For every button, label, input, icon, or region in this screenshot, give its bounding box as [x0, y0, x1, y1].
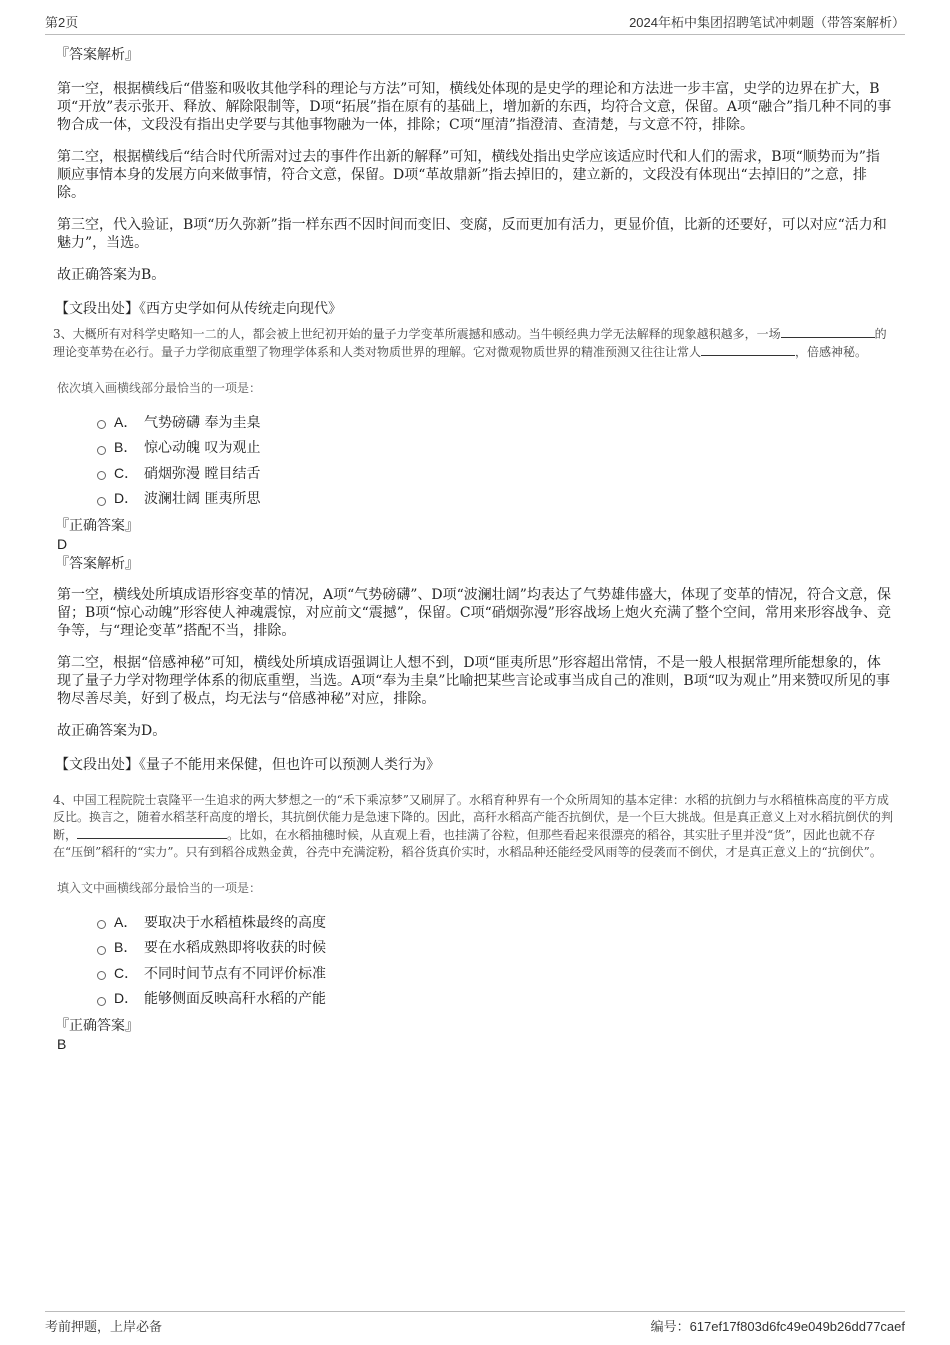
q4-stem-part1: 4、中国工程院院士袁隆平一生追求的两大梦想之一的“禾下乘凉梦”又刷屏了。水稻育种界有一个众所周知的基本定律：水稻的抗倒力与水稻植株高度的平方成反比。换言之，随着水稻茎秆高度的增长，其抗倒伏能力是急速下降的。因此，高秆水稻高产能否抗倒伏，是一个巨大挑战。但是真正意义上对水稻抗倒伏的判断，	[53, 793, 894, 842]
q4-option-c[interactable]: C． 不同时间节点有不同评价标准	[97, 960, 893, 986]
q3-stem-part3: ，倍感神秘。	[795, 345, 868, 359]
document-id: 编号：617ef17f803d6fc49e049b26dd77caef	[650, 1319, 905, 1334]
radio-icon[interactable]	[97, 971, 106, 980]
radio-icon[interactable]	[97, 446, 106, 455]
radio-icon[interactable]	[97, 946, 106, 955]
q2-analysis-para3: 第三空，代入验证，B项“历久弥新”指一样东西不因时间而变旧、变腐，反而更加有活力，更显价值，比新的还要好，可以对应“活力和魅力”，当选。	[57, 217, 887, 251]
q3-stem-part1: 3、大概所有对科学史略知一二的人，都会被上世纪初开始的量子力学变革所震撼和感动。当牛顿经典力学无法解释的现象越积越多，一场	[53, 327, 781, 341]
q2-analysis-para2: 第二空，根据横线后“结合时代所需对过去的事件作出新的解释”可知，横线处指出史学应该适应时代和人们的需求，B项“顺势而为”指顺应事情本身的发展方向来做事情，符合文意，保留。D项“革故鼎新”指去掉旧的，建立新的，文段没有体现出“去掉旧的”之意，排除。	[57, 149, 880, 201]
q4-blank	[77, 826, 227, 839]
radio-icon[interactable]	[97, 420, 106, 429]
radio-icon[interactable]	[97, 997, 106, 1006]
q4-option-a[interactable]: A． 要取决于水稻植株最终的高度	[97, 909, 893, 935]
option-text: 要在水稻成熟即将收获的时候	[144, 940, 326, 957]
q3-instruction: 依次填入画横线部分最恰当的一项是：	[57, 381, 262, 395]
page-number: 第2页	[45, 15, 79, 30]
q2-analysis-para1: 第一空，根据横线后“借鉴和吸收其他学科的理论与方法”可知，横线处体现的是史学的理论和方法进一步丰富，史学的边界在扩大，B项“开放”表示张开、释放、解除限制等，D项“拓展”指在原有的基础上，增加新的东西，均符合文意，保留。A项“融合”指几种不同的事物合成一体，文段没有指出史学要与其他事物融为一体，排除；C项“厘清”指澄清、查清楚，与文意不符，排除。	[57, 81, 892, 133]
q3-option-b[interactable]: B． 惊心动魄 叹为观止	[97, 435, 893, 461]
q3-blank-2	[701, 343, 795, 356]
q3-options	[57, 409, 893, 511]
q3-option-d[interactable]: D． 波澜壮阔 匪夷所思	[97, 486, 893, 512]
q3-stem	[53, 325, 893, 361]
q4-answer: B	[57, 1036, 67, 1052]
page-header	[45, 12, 905, 35]
option-text: 不同时间节点有不同评价标准	[144, 965, 326, 982]
q3-blank-1	[781, 325, 875, 338]
q3-source: 【文段出处】《量子不能用来保健，但也许可以预测人类行为》	[55, 757, 440, 773]
q3-conclusion: 故正确答案为D。	[57, 723, 167, 739]
q4-instruction: 填入文中画横线部分最恰当的一项是：	[57, 881, 262, 895]
document-title: 2024年柘中集团招聘笔试冲刺题（带答案解析）	[629, 15, 905, 30]
q2-analysis-label: 『答案解析』	[55, 47, 139, 63]
q3-analysis-para2: 第二空，根据“倍感神秘”可知，横线处所填成语强调让人想不到，D项“匪夷所思”形容超出常情，不是一般人根据常理所能想象的，体现了量子力学对物理学体系的彻底重塑，当选。A项“奉为圭臬”比喻把某些言论或事当成自己的准则，B项“叹为观止”用来赞叹所见的事物尽善尽美，好到了极点，均无法与“倍感神秘”对应，排除。	[57, 655, 891, 707]
option-text: 能够侧面反映高秆水稻的产能	[144, 991, 326, 1008]
q4-options	[57, 909, 893, 1011]
radio-icon[interactable]	[97, 920, 106, 929]
q3-answer-label: 『正确答案』	[55, 518, 139, 534]
q4-option-d[interactable]: D． 能够侧面反映高秆水稻的产能	[97, 986, 893, 1012]
option-text: 气势磅礴 奉为圭臬	[144, 414, 261, 431]
q3-analysis-label: 『答案解析』	[55, 556, 139, 572]
radio-icon[interactable]	[97, 471, 106, 480]
q3-answer: D	[57, 536, 68, 552]
page-footer	[45, 1311, 905, 1335]
option-text: 要取决于水稻植株最终的高度	[144, 914, 326, 931]
q2-conclusion: 故正确答案为B。	[57, 267, 166, 283]
option-text: 硝烟弥漫 瞠目结舌	[144, 465, 261, 482]
q2-source: 【文段出处】《西方史学如何从传统走向现代》	[55, 301, 342, 317]
q4-stem	[53, 792, 893, 861]
footer-slogan: 考前押题，上岸必备	[45, 1319, 163, 1334]
option-text: 波澜壮阔 匪夷所思	[144, 491, 261, 508]
radio-icon[interactable]	[97, 497, 106, 506]
option-text: 惊心动魄 叹为观止	[144, 440, 261, 457]
q4-answer-label: 『正确答案』	[55, 1018, 139, 1034]
q3-option-a[interactable]: A． 气势磅礴 奉为圭臬	[97, 409, 893, 435]
q4-option-b[interactable]: B． 要在水稻成熟即将收获的时候	[97, 935, 893, 961]
q3-analysis-para1: 第一空，横线处所填成语形容变革的情况，A项“气势磅礴”、D项“波澜壮阔”均表达了气势雄伟盛大，体现了变革的情况，符合文意，保留；B项“惊心动魄”形容使人神魂震惊，对应前文“震撼”，保留。C项“硝烟弥漫”形容战场上炮火充满了整个空间，常用来形容战争、竞争等，与“理论变革”搭配不当，排除。	[57, 587, 891, 639]
q3-option-c[interactable]: C． 硝烟弥漫 瞠目结舌	[97, 460, 893, 486]
q3-stem-part2: 的理论变革势在必行。量子力学彻底重塑了物理学体系和人类对物质世界的理解。它对微观物质世界的精准预测又往往让常人	[53, 327, 887, 359]
q4-stem-part2: 。比如，在水稻抽穗时候，从直观上看，也挂满了谷粒，但那些看起来很漂亮的稻谷，其实肚子里并没“货”，因此也就不存在“压倒”稻秆的“实力”。只有到稻谷成熟金黄，谷壳中充满淀粉，稻谷货真价实时，水稻品种还能经受风雨等的侵袭而不倒伏，才是真正意义上的“抗倒伏”。	[53, 828, 882, 859]
document-body	[53, 46, 894, 1053]
